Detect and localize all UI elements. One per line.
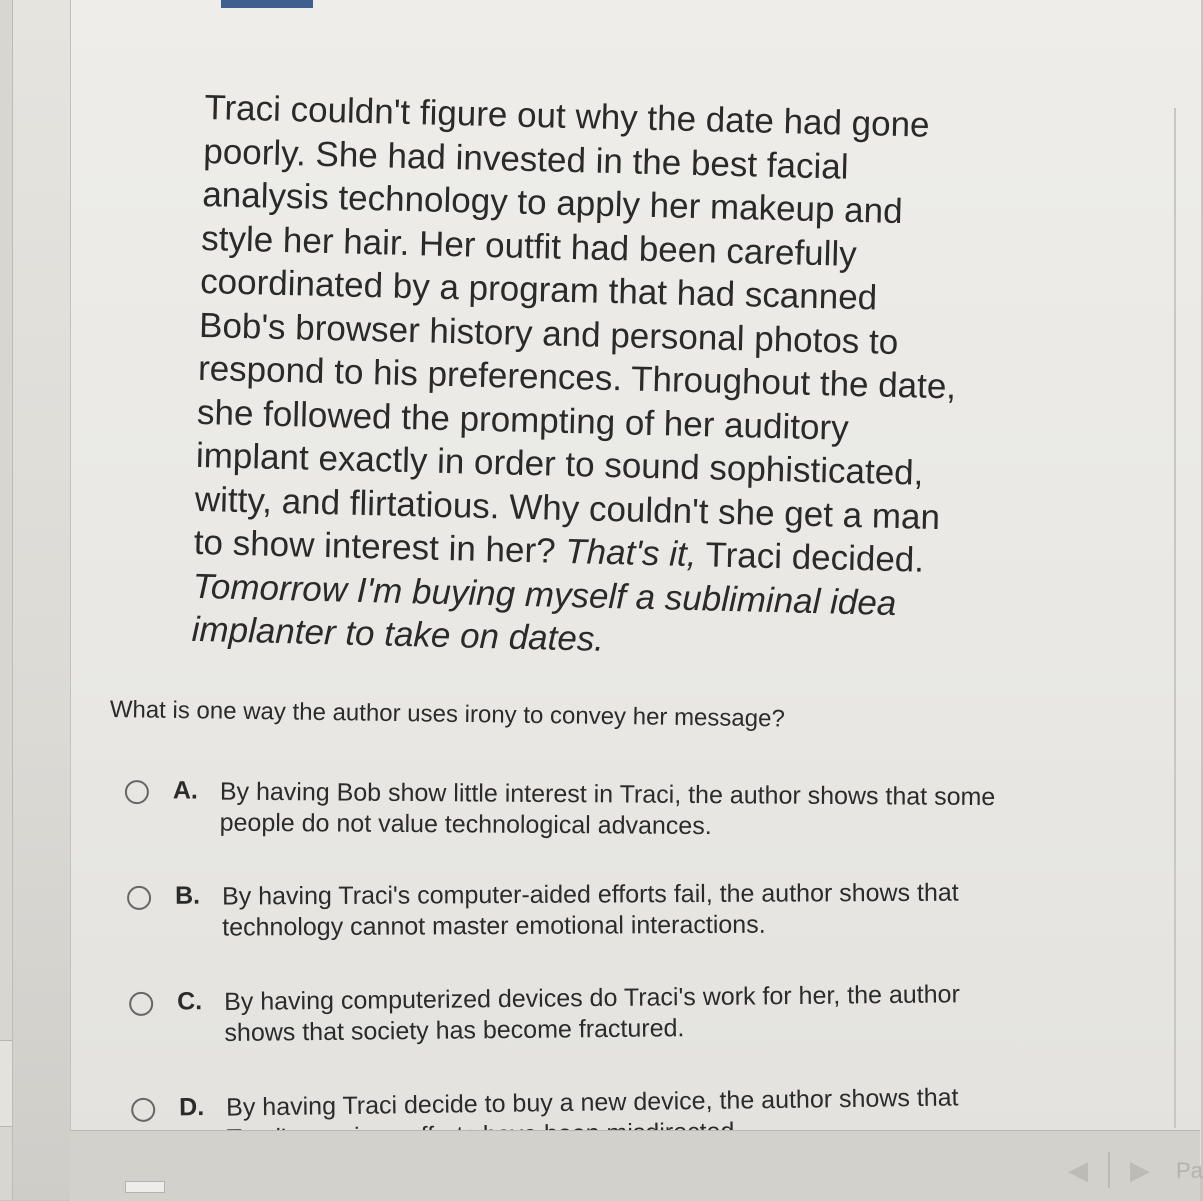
passage-line: Bob's browser history and personal photos to — [198, 305, 899, 362]
left-panel-edge — [0, 0, 13, 1200]
passage-line: she followed the prompting of her auditory — [196, 392, 850, 448]
radio-button-b[interactable] — [127, 886, 151, 910]
option-text-line: By having computerized devices do Traci's work for her, the author — [224, 980, 960, 1017]
option-text-line: By having Traci's computer-aided efforts fail, the author shows that — [222, 878, 959, 911]
option-letter: C. — [176, 987, 203, 1016]
passage-line: style her hair. Her outfit had been carefully — [200, 218, 858, 274]
option-text-line: shows that society has become fractured. — [224, 1014, 685, 1048]
option-text-line: people do not value technological advances. — [219, 808, 712, 841]
option-letter: D. — [178, 1092, 205, 1122]
arrow-right-icon[interactable]: ▶ — [1130, 1155, 1150, 1185]
reading-passage — [191, 86, 1025, 671]
option-letter: B. — [174, 881, 201, 910]
option-text[interactable] — [224, 978, 1055, 1049]
question-prompt: What is one way the author uses irony to convey her message? — [109, 696, 785, 733]
radio-button-c[interactable] — [129, 992, 153, 1016]
passage-line-italic: Tomorrow I'm buying myself a subliminal idea — [192, 566, 897, 623]
option-text[interactable] — [220, 777, 1050, 845]
bottom-toolbar — [70, 1130, 1200, 1201]
arrow-left-icon[interactable]: ◀ — [1068, 1155, 1088, 1185]
passage-line: analysis technology to apply her makeup and — [201, 174, 904, 232]
toolbar-handle[interactable] — [125, 1181, 165, 1193]
passage-line-italic: implanter to take on dates. — [191, 609, 605, 659]
passage-line: coordinated by a program that had scanned — [199, 261, 878, 318]
option-letter: A. — [172, 776, 198, 805]
option-text-line: By having Traci decide to buy a new device, the author shows that — [226, 1083, 959, 1122]
passage-line: respond to his preferences. Throughout the date, — [197, 348, 957, 407]
option-text[interactable] — [222, 877, 1052, 943]
passage-line: witty, and flirtatious. Why couldn't she get a man — [194, 479, 941, 537]
left-panel-handle[interactable] — [0, 1040, 12, 1127]
passage-line: poorly. She had invested in the best facial — [202, 131, 850, 187]
passage-text: to show interest in her? — [193, 522, 566, 571]
page-nav-label[interactable]: Pa — [1176, 1158, 1203, 1183]
nav-separator — [1108, 1152, 1110, 1188]
passage-text: Traci decided. — [695, 535, 925, 580]
radio-button-a[interactable] — [125, 780, 149, 804]
active-tab-indicator[interactable] — [221, 0, 313, 8]
passage-line: Traci couldn't figure out why the date had gone — [203, 87, 931, 145]
passage-italic-text: That's it, — [564, 531, 697, 575]
option-text-line: technology cannot master emotional interactions. — [222, 910, 766, 942]
passage-line: implant exactly in order to sound sophisticated, — [195, 435, 924, 493]
column-divider — [1174, 108, 1176, 1128]
option-text-line: By having Bob show little interest in Traci, the author shows that some — [219, 777, 996, 812]
